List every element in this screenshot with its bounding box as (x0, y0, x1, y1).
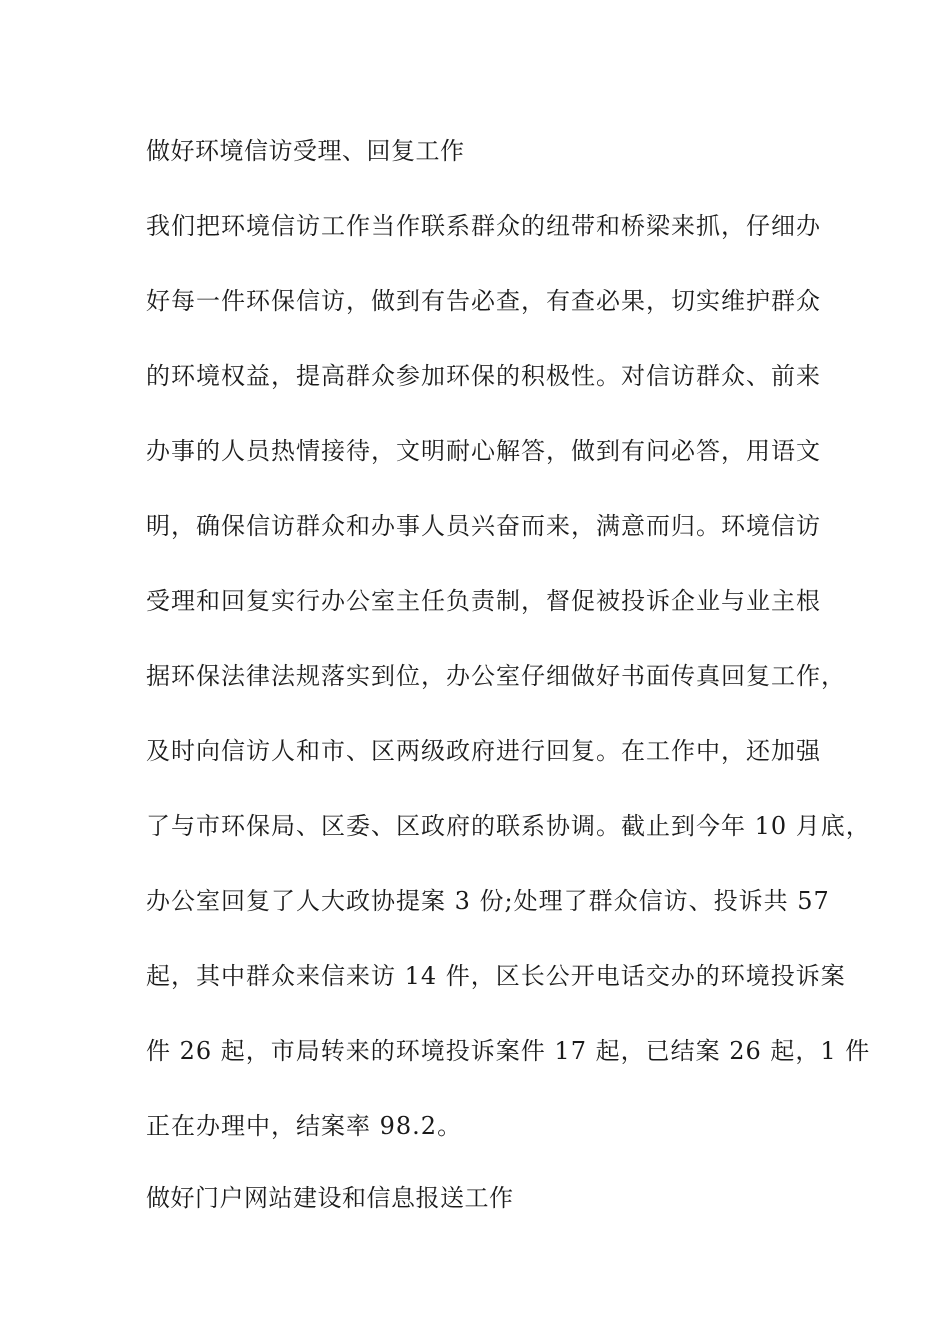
paragraph-line: 及时向信访人和市、区两级政府进行回复。在工作中，还加强 (146, 737, 821, 765)
section-heading: 做好门户网站建设和信息报送工作 (146, 1184, 514, 1212)
paragraph-line: 好每一件环保信访，做到有告必查，有查必果，切实维护群众 (146, 287, 821, 315)
paragraph-line: 据环保法律法规落实到位，办公室仔细做好书面传真回复工作， (146, 662, 846, 690)
section-heading: 做好环境信访受理、回复工作 (146, 137, 465, 165)
paragraph-line: 办公室回复了人大政协提案 3 份;处理了群众信访、投诉共 57 (146, 887, 830, 915)
paragraph-line: 受理和回复实行办公室主任负责制，督促被投诉企业与业主根 (146, 587, 821, 615)
paragraph-line: 了与市环保局、区委、区政府的联系协调。截止到今年 10 月底， (146, 812, 871, 840)
paragraph-line: 明，确保信访群众和办事人员兴奋而来，满意而归。环境信访 (146, 512, 821, 540)
paragraph-line: 我们把环境信访工作当作联系群众的纽带和桥梁来抓，仔细办 (146, 212, 821, 240)
paragraph-line: 件 26 起，市局转来的环境投诉案件 17 起，已结案 26 起，1 件 (146, 1037, 871, 1065)
paragraph-line: 办事的人员热情接待，文明耐心解答，做到有问必答，用语文 (146, 437, 821, 465)
paragraph-line: 的环境权益，提高群众参加环保的积极性。对信访群众、前来 (146, 362, 821, 390)
paragraph-line: 正在办理中，结案率 98.2。 (146, 1112, 463, 1140)
paragraph-line: 起，其中群众来信来访 14 件，区长公开电话交办的环境投诉案 (146, 962, 846, 990)
